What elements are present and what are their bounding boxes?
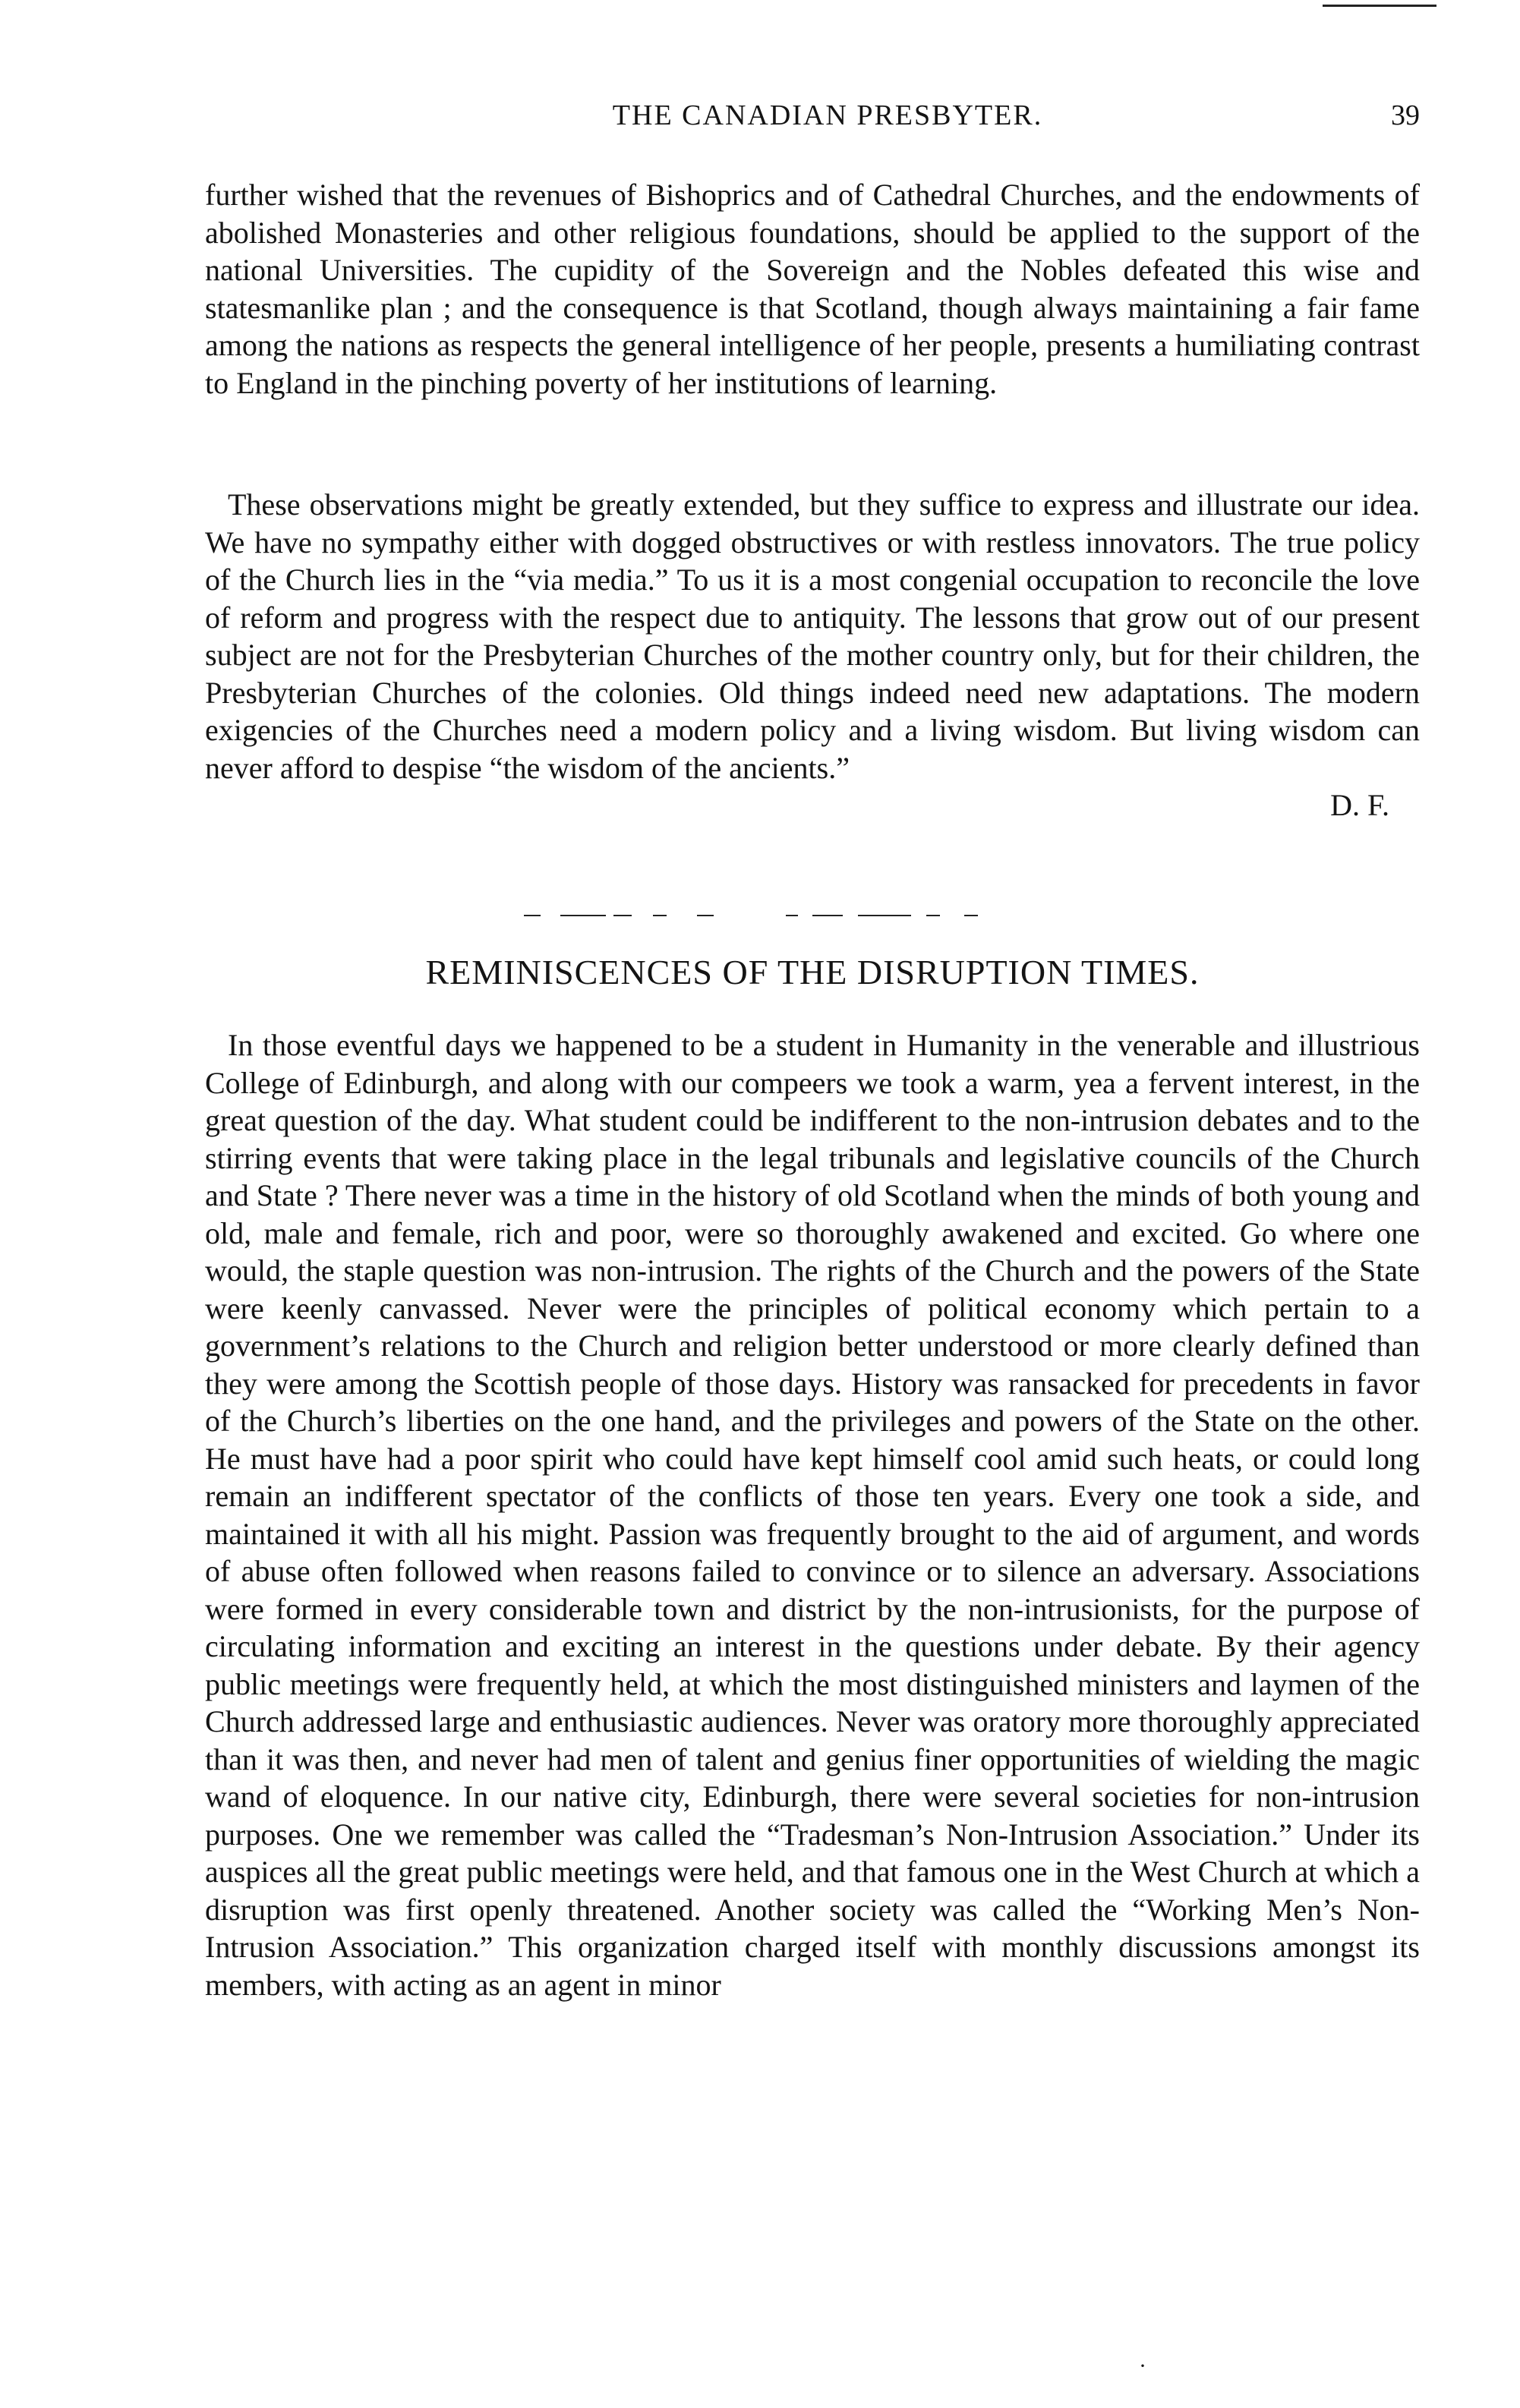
corner-rule xyxy=(1323,5,1436,7)
page-header xyxy=(205,99,1420,144)
article-title: REMINISCENCES OF THE DISRUPTION TIMES. xyxy=(425,953,1200,991)
author-signature: D. F. xyxy=(1330,788,1389,822)
paragraph: further wished that the revenues of Bishoprics and of Cathedral Churches, and the endowments of abolished Monasteries and other religious foundations, should be applied to the support of the national Universities. The cupidity of the Sovereign and the Nobles defeated this wise and statesmanlike plan ; and the consequence is that Scotland, though always maintaining a fair fame among the nations as respects the general intelligence of her people, presents a humiliating contrast to England in the pinching poverty of her institutions of learning. xyxy=(205,178,1420,400)
article-conclusion xyxy=(205,486,1420,824)
article-body xyxy=(205,1026,1420,2003)
article-continuation xyxy=(205,176,1420,402)
paragraph: In those eventful days we happened to be a student in Humanity in the venerable and illustrious College of Edinburgh, and along with our compeers we took a warm, yea a fervent interest, in the great question of the day. What student could be indifferent to the non-intrusion debates and to the stirring events that were taking place in the legal tribunals and legislative councils of the Church and State ? There never was a time in the history of old Scotland when the minds of both young and old, male and female, rich and poor, were so thoroughly awakened and excited. Go where one would, the staple question was non-intrusion. The rights of the Church and the powers of the State were keenly canvassed. Never were the principles of political economy which pertain to a government’s relations to the Church and religion better understood or more clearly defined than they were among the Scottish people of those days. History was ransacked for precedents in favor of the Church’s liberties on the one hand, and the privileges and powers of the State on the other. He must have had a poor spirit who could have kept himself cool amid such heats, or could long remain an indifferent spectator of the conflicts of those ten years. Every one took a side, and maintained it with all his might. Passion was frequently brought to the aid of argument, and words of abuse often followed when reasons failed to convince or to silence an adversary. Associations were formed in every considerable town and district by the non-intrusionists, for the purpose of circulating information and exciting an interest in the questions under debate. By their agency public meetings were frequently held, at which the most distinguished ministers and laymen of the Church addressed large and enthusiastic audiences. Never was oratory more thoroughly appreciated than it was then, and never had men of talent and genius finer opportunities of wielding the magic wand of eloquence. In our native city, Edinburgh, there were several societies for non-intrusion purposes. One we remember was called the “Tradesman’s Non-Intrusion Association.” Under its auspices all the great public meetings were held, and that famous one in the West Church at which a disruption was first openly threatened. Another society was called the “Working Men’s Non-Intrusion Association.” This organization charged itself with monthly discussions amongst its members, with acting as an agent in minor xyxy=(205,1028,1420,2002)
running-title: THE CANADIAN PRESBYTER. xyxy=(612,99,1043,131)
print-mark: · xyxy=(1139,2353,1146,2378)
paragraph: These observations might be greatly extended, but they suffice to express and illustrate our idea. We have no sympathy either with dogged obstructives or with restless innovators. The true policy of the Church lies in the “via media.” To us it is a most congenial occupation to reconcile the love of reform and progress with the respect due to antiquity. The lessons that grow out of our present subject are not for the Presbyterian Churches of the mother country only, but for their children, the Presbyterian Churches of the colonies. Old things indeed need new adaptations. The modern exigencies of the Churches need a modern policy and a living wisdom. But living wisdom can never afford to despise “the wisdom of the ancients.” xyxy=(205,487,1420,785)
page-number: 39 xyxy=(1391,99,1420,131)
section-divider xyxy=(524,911,1055,920)
